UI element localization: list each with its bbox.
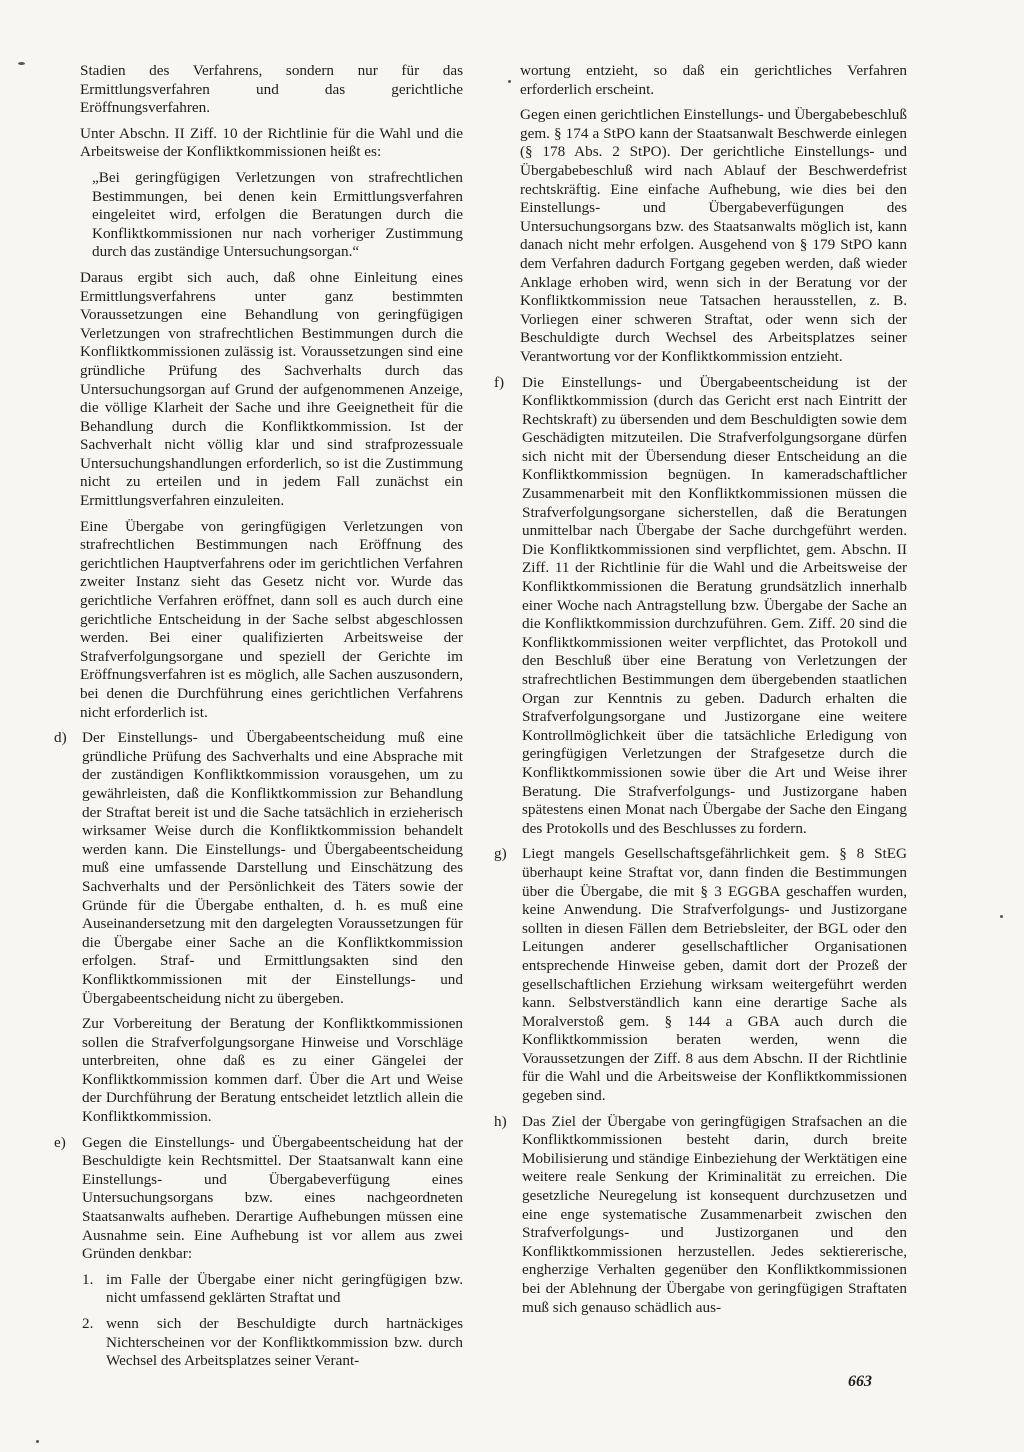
left-column: [54, 62, 463, 1378]
paragraph: Liegt mangels Gesellschaftsgefährlichkeit gem. § 8 StEG überhaupt keine Straftat vor, dann finden die Bestimmungen über die Übergabe, die mit § 3 EGGBA geschaffen wurden, keine Anwendung. Die Strafverfolgungs- und Justizorgane sollten in diesen Fällen dem Betriebsleiter, der BGL oder den Leitungen anderer gesellschaftlicher Organisationen entsprechende Hinweise geben, damit dort der Prozeß der gesellschaftlichen Erziehung wirksam weitergeführt werden kann. Selbstverständlich kann eine derartige Sache als Moralverstoß gem. § 144 a GBA auch durch die Konfliktkommission beraten werden, wenn die Voraussetzungen der Ziff. 8 aus dem Abschn. II der Richtlinie für die Wahl und die Arbeitsweise der Konfliktkommissionen gegeben sind.: [522, 845, 907, 1105]
paragraph-continuation: wortung entzieht, so daß ein gerichtliches Verfahren erforderlich erscheint.: [520, 62, 907, 98]
list-marker: d): [54, 729, 67, 747]
paragraph: Daraus ergibt sich auch, daß ohne Einleitung eines Ermittlungsverfahrens unter ganz bestimmten Voraussetzungen eine Behandlung von geringfügigen Verletzungen von strafrechtlichen Bestimmungen durch die Konfliktkommissionen zulässig ist. Voraussetzungen sind eine gründliche Prüfung des Sachverhalts durch das Untersuchungsorgan auf Grund der aufgenommenen Anzeige, die völlige Klarheit der Sache und ihre Geeignetheit für die Behandlung durch die Konfliktkommission. Ist der Sachverhalt nicht völlig klar und sind strafprozessuale Untersuchungshandlungen erforderlich, so ist die Zustimmung nicht zu erteilen und in jedem Fall zunächst ein Ermittlungsverfahren einzuleiten.: [80, 268, 463, 510]
list-item-f: [494, 374, 907, 839]
paragraph: Das Ziel der Übergabe von geringfügigen Strafsachen an die Konfliktkommissionen besteht darin, durch breite Mobilisierung und ständige Einbeziehung der Werktätigen eine weitere reale Senkung der Kriminalität zu erreichen. Die gesetzliche Neuregelung ist konsequent durchzusetzen und eine enge systematische Zusammenarbeit zwischen den Strafverfolgungs- und Justizorganen und den Konfliktkommissionen herzustellen. Jedes sektiererische, engherzige Verhalten gegenüber den Konfliktkommissionen bei der Ablehnung der Übergabe von geringfügigen Straftaten muß sich genauso schädlich aus-: [522, 1112, 907, 1316]
paragraph: Unter Abschn. II Ziff. 10 der Richtlinie für die Wahl und die Arbeitsweise der Konfliktkommissionen heißt es:: [80, 124, 463, 161]
scan-speck: [1000, 915, 1003, 918]
page-number: 663: [848, 1373, 872, 1390]
list-item-h: [494, 1113, 907, 1318]
list-item-d: [54, 729, 463, 1126]
scan-speck: [18, 62, 25, 65]
paragraph: Stadien des Verfahrens, sondern nur für das Ermittlungsverfahren und das gerichtliche Eröffnungsverfahren.: [80, 62, 463, 117]
list-marker: e): [54, 1133, 66, 1151]
list-marker: h): [494, 1112, 507, 1130]
scan-speck: [36, 1440, 39, 1443]
paragraph: Zur Vorbereitung der Beratung der Konfliktkommissionen sollen die Strafverfolgungsorgane Hinweise und Vorschläge unterbreiten, ohne daß es zu einer Gängelei der Konfliktkommission kommen darf. Über die Art und Weise der Durchführung der Beratung entscheidet letztlich allein die Konfliktkommission.: [82, 1015, 463, 1126]
right-column: [494, 62, 907, 1324]
paragraph: Gegen einen gerichtlichen Einstellungs- und Übergabebeschluß gem. § 174 a StPO kann der Staatsanwalt Beschwerde einlegen (§ 178 Abs. 2 StPO). Der gerichtliche Einstellungs- und Übergabebeschluß wird nach Ablauf der Beschwerdefrist rechtskräftig. Eine einfache Aufhebung, wie dies bei den Einstellungs- und Übergabeverfügungen des Untersuchungsorgans bzw. des Staatsanwalts möglich ist, kann danach nicht mehr erfolgen. Ausgehend von § 179 StPO kann dem Verfahren dadurch Fortgang gegeben werden, daß wieder Anklage erhoben wird, wenn sich in der Beratung vor der Konfliktkommission neue Tatsachen herausstellen, z. B. Vorliegen einer schweren Straftat, oder wenn sich der Beschuldigte durch Wechsel des Arbeitsplatzes seiner Verantwortung vor der Konfliktkommission entzieht.: [520, 106, 907, 365]
quotation: „Bei geringfügigen Verletzungen von strafrechtlichen Bestimmungen, bei denen kein Ermittlungsverfahren eingeleitet wird, erfolgen die Beratungen durch die Konfliktkommissionen nur nach vorheriger Zustimmung durch das zuständige Untersuchungsorgan.“: [92, 168, 463, 261]
list-marker: 1.: [82, 1270, 94, 1288]
list-marker: f): [494, 373, 505, 391]
list-item-g: [494, 845, 907, 1105]
numbered-item-text: wenn sich der Beschuldigte durch hartnäckiges Nichterscheinen vor der Konfliktkommission bzw. durch Wechsel des Arbeitsplatzes seiner Verant-: [106, 1315, 463, 1370]
numbered-item-1: [82, 1271, 463, 1308]
scan-speck: [508, 80, 511, 83]
list-marker: 2.: [82, 1315, 94, 1332]
paragraph: Der Einstellungs- und Übergabeentscheidung muß eine gründliche Prüfung des Sachverhalts und eine Absprache mit der zuständigen Konfliktkommission vorausgehen, um zu gewährleisten, daß die Konfliktkommission zur Behandlung der Straftat bereit ist und die Sache tatsächlich in erzieherisch wirksamer Weise durch die Konfliktkommission behandelt werden kann. Die Einstellungs- und Übergabeentscheidung muß eine umfassende Darstellung und Einschätzung des Sachverhalts und der Persönlichkeit des Täters sowie der Gründe für die Übergabe enthalten, d. h. es muß eine Auseinandersetzung mit den dargelegten Voraussetzungen für die Übergabe einer Sache an die Konfliktkommission erfolgen. Straf- und Ermittlungsakten sind den Konfliktkommissionen mit der Einstellungs- und Übergabeentscheidung nicht zu übergeben.: [82, 729, 463, 1007]
list-marker: g): [494, 845, 507, 863]
paragraph: Gegen die Einstellungs- und Übergabeentscheidung hat der Beschuldigte kein Rechtsmittel. Der Staatsanwalt kann eine Einstellungs- und Übergabeverfügung eines Untersuchungsorgans bzw. eines nachgeordneten Staatsanwalts aufheben. Derartige Aufhebungen müssen eine Ausnahme sein. Eine Aufhebung ist vor allem aus zwei Gründen denkbar:: [82, 1133, 463, 1263]
list-item-e: [54, 1134, 463, 1371]
paragraph: Eine Übergabe von geringfügigen Verletzungen von strafrechtlichen Bestimmungen nach Eröffnung des gerichtlichen Hauptverfahrens oder im gerichtlichen Verfahren zweiter Instanz sieht das Gesetz nicht vor. Wurde das gerichtliche Verfahren eröffnet, dann soll es auch durch eine gerichtliche Entscheidung in der Sache selbst abgeschlossen werden. Bei einer qualifizierten Arbeitsweise der Strafverfolgungsorgane und speziell der Gerichte im Eröffnungsverfahren ist es möglich, alle Sachen auszusondern, bei denen die Durchführung eines gerichtlichen Verfahrens nicht erforderlich ist.: [80, 517, 463, 721]
paragraph: Die Einstellungs- und Übergabeentscheidung ist der Konfliktkommission (durch das Gericht erst nach Eintritt der Rechtskraft) zu übersenden und dem Beschuldigten sowie dem Geschädigten mitzuteilen. Die Strafverfolgungsorgane dürfen sich nicht mit der Übersendung dieser Entscheidung an die Konfliktkommission begnügen. In kameradschaftlicher Zusammenarbeit mit den Konfliktkommissionen müssen die Strafverfolgungsorgane sicherstellen, daß die Beratungen unmittelbar nach Übergabe der Sache durchgeführt werden. Die Konfliktkommissionen sind verpflichtet, gem. Abschn. II Ziff. 11 der Richtlinie für die Wahl und die Arbeitsweise der Konfliktkommissionen die Beratung grundsätzlich innerhalb einer Woche nach Antragstellung bzw. Übergabe der Sache an die Konfliktkommission durchzuführen. Gem. Ziff. 20 sind die Konfliktkommissionen weiter verpflichtet, das Protokoll und den Beschluß über eine Beratung von Verletzungen der strafrechtlichen Bestimmungen dem übergebenden staatlichen Organ zur Kenntnis zu geben. Dadurch erhalten die Strafverfolgungsorgane und Justizorgane eine weitere Kontrollmöglichkeit über die tatsächliche Erledigung von geringfügigen Verletzungen der Strafgesetze durch die Konfliktkommissionen sowie über die Art und Weise ihrer Beratung. Die Strafverfolgungs- und Justizorgane haben spätestens einen Monat nach Übergabe der Sache den Eingang des Protokolls und des Beschlusses zu fordern.: [522, 373, 907, 837]
numbered-item-2: [82, 1315, 463, 1371]
numbered-item-text: im Falle der Übergabe einer nicht geringfügigen bzw. nicht umfassend geklärten Straftat und: [106, 1270, 463, 1307]
